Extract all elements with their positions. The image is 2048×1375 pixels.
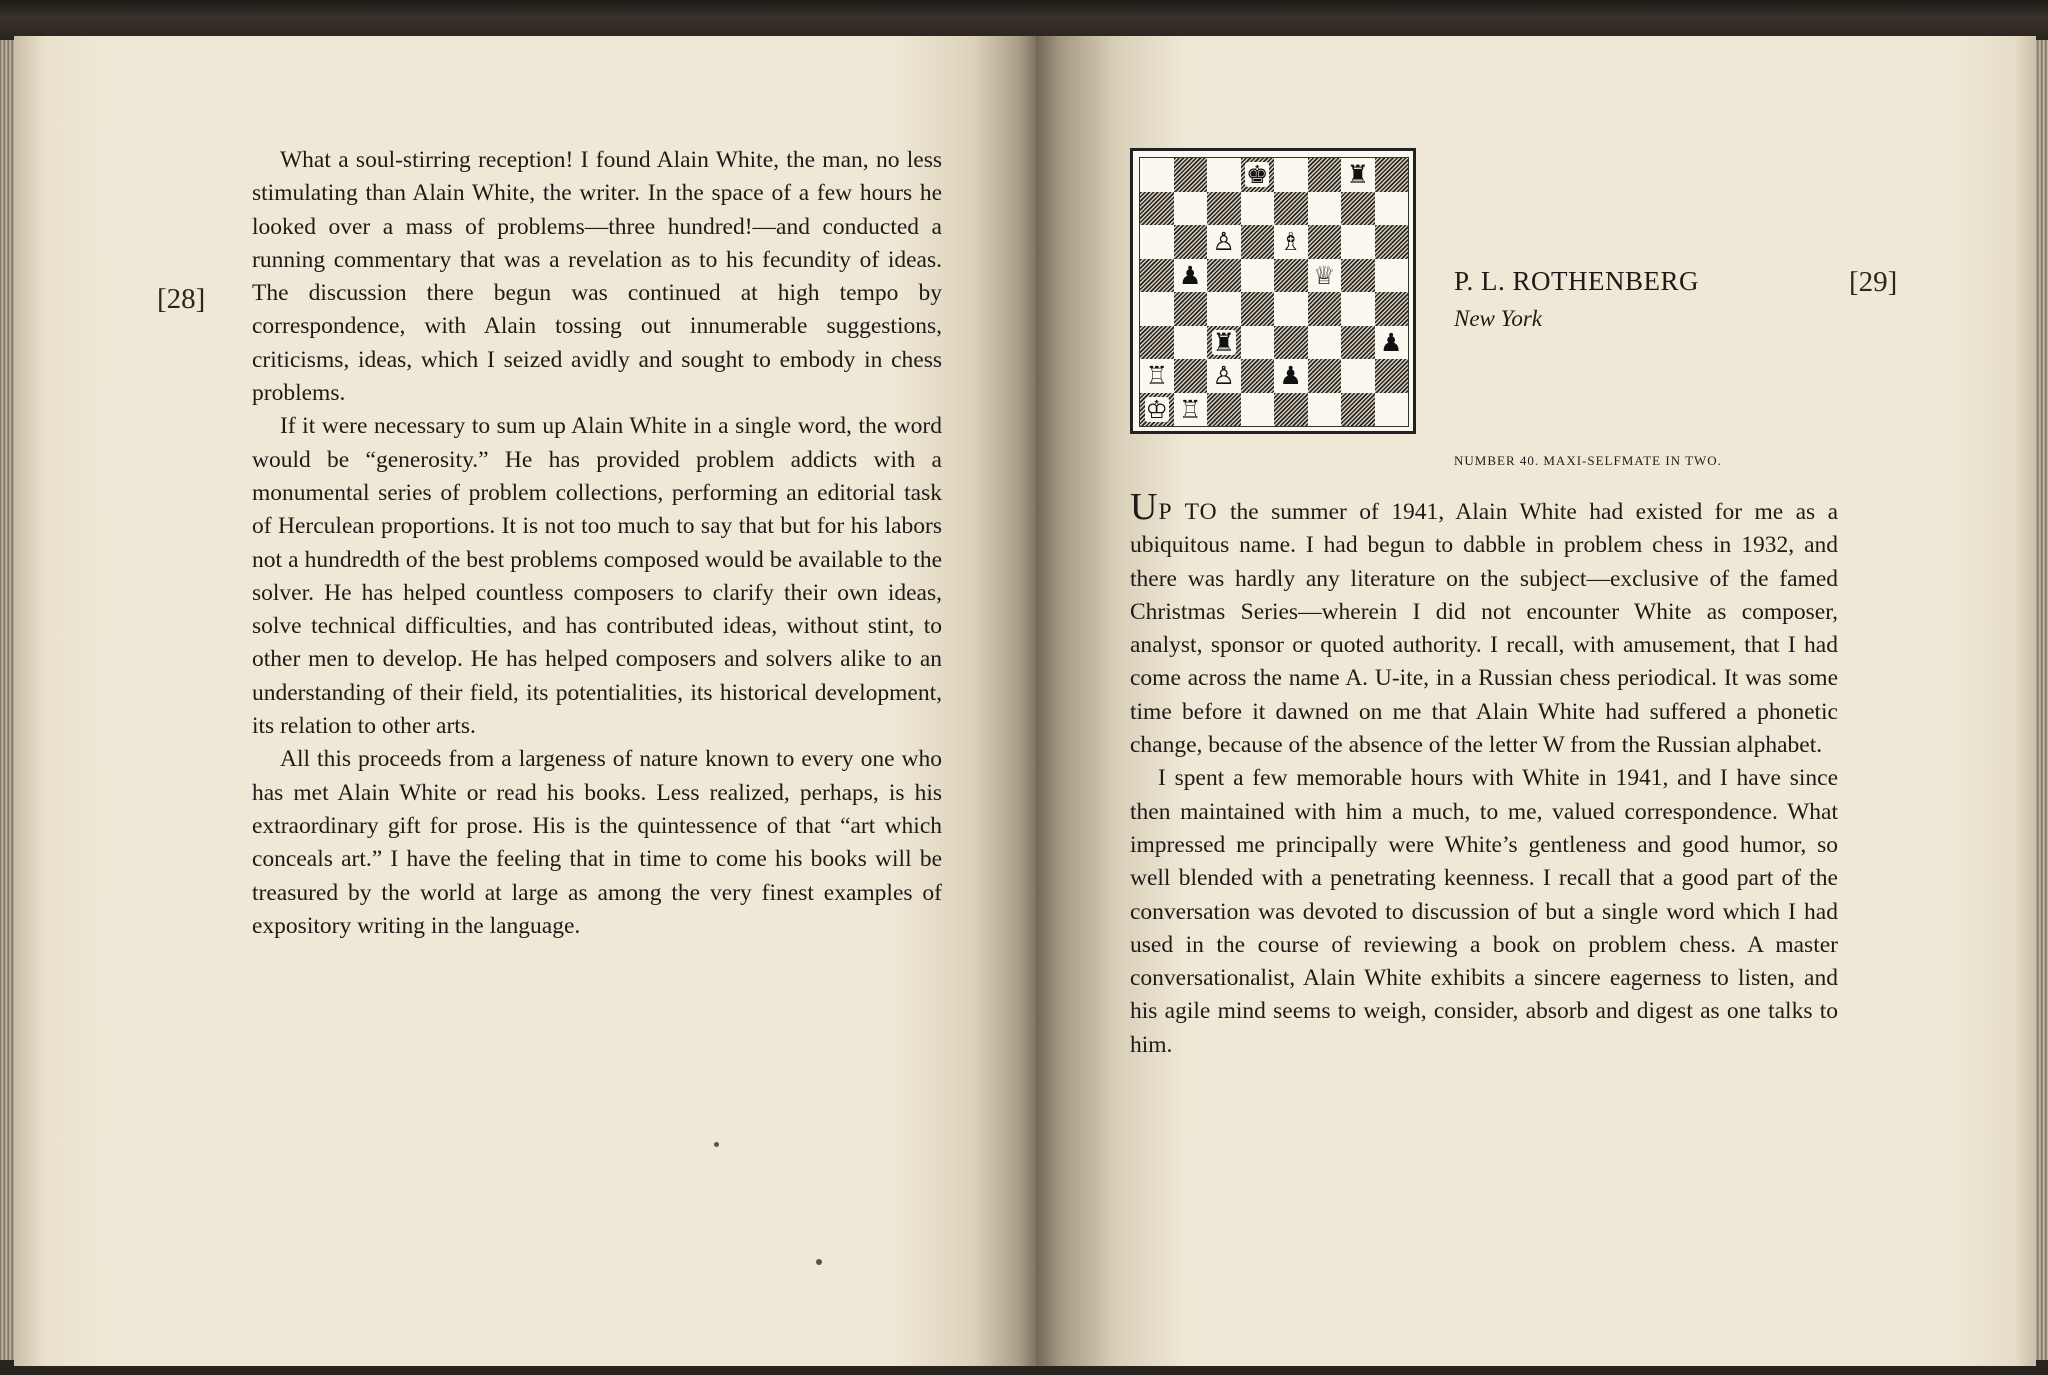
square-h2 xyxy=(1375,359,1409,393)
square-a7 xyxy=(1140,192,1174,226)
chess-diagram xyxy=(1130,148,1416,434)
square-c6 xyxy=(1207,225,1241,259)
square-e8 xyxy=(1274,158,1308,192)
square-h4 xyxy=(1375,292,1409,326)
square-b6 xyxy=(1174,225,1208,259)
white-bishop-icon: ♗ xyxy=(1279,227,1302,257)
square-d3 xyxy=(1241,326,1275,360)
black-rook-icon: ♜ xyxy=(1346,160,1369,190)
square-g7 xyxy=(1341,192,1375,226)
square-d8 xyxy=(1241,158,1275,192)
square-b4 xyxy=(1174,292,1208,326)
white-rook-icon: ♖ xyxy=(1145,361,1168,391)
square-a8 xyxy=(1140,158,1174,192)
square-e5 xyxy=(1274,259,1308,293)
square-b5 xyxy=(1174,259,1208,293)
square-e3 xyxy=(1274,326,1308,360)
square-f7 xyxy=(1308,192,1342,226)
right-page xyxy=(1036,36,2036,1366)
paragraph: I spent a few memorable hours with White in 1941, and I have since then maintained with him a much, to me, valued correspondence. What impressed me principally were White’s gentleness and good humor, so well blended with a penetrating keenness. I recall that a good part of the conversation was devoted to discussion of but a single word which I had used in the course of reviewing a book on problem chess. A master conversationalist, Alain White exhibits a sincere eagerness to listen, and his agile mind seems to weigh, consider, absorb and digest as one talks to him. xyxy=(1130,765,1838,1058)
black-pawn-icon: ♟ xyxy=(1279,361,1302,391)
square-e1 xyxy=(1274,393,1308,427)
square-a6 xyxy=(1140,225,1174,259)
square-c4 xyxy=(1207,292,1241,326)
square-a1 xyxy=(1140,393,1174,427)
square-e2 xyxy=(1274,359,1308,393)
composer-name: P. L. ROTHENBERG xyxy=(1454,266,1700,296)
square-h5 xyxy=(1375,259,1409,293)
chess-board-grid xyxy=(1139,157,1409,427)
square-d7 xyxy=(1241,192,1275,226)
square-b8 xyxy=(1174,158,1208,192)
paragraph xyxy=(1130,486,1838,762)
square-g4 xyxy=(1341,292,1375,326)
square-h8 xyxy=(1375,158,1409,192)
white-pawn-icon: ♙ xyxy=(1212,227,1235,257)
square-d4 xyxy=(1241,292,1275,326)
square-f3 xyxy=(1308,326,1342,360)
square-e7 xyxy=(1274,192,1308,226)
square-c8 xyxy=(1207,158,1241,192)
left-page xyxy=(14,36,1036,1366)
square-c1 xyxy=(1207,393,1241,427)
square-d5 xyxy=(1241,259,1275,293)
square-c2 xyxy=(1207,359,1241,393)
white-pawn-icon: ♙ xyxy=(1212,361,1235,391)
square-f6 xyxy=(1308,225,1342,259)
square-b7 xyxy=(1174,192,1208,226)
square-e4 xyxy=(1274,292,1308,326)
square-a3 xyxy=(1140,326,1174,360)
page-number-right: [29] xyxy=(1849,266,1898,298)
page-number-left: [28] xyxy=(157,283,206,315)
square-h7 xyxy=(1375,192,1409,226)
paper-speck xyxy=(816,1259,822,1265)
white-king-icon: ♔ xyxy=(1145,394,1168,424)
square-g2 xyxy=(1341,359,1375,393)
square-f4 xyxy=(1308,292,1342,326)
square-g8 xyxy=(1341,158,1375,192)
black-king-icon: ♚ xyxy=(1246,160,1269,190)
square-g6 xyxy=(1341,225,1375,259)
paper-speck xyxy=(714,1142,719,1147)
square-a2 xyxy=(1140,359,1174,393)
black-rook-icon: ♜ xyxy=(1212,327,1235,357)
square-g5 xyxy=(1341,259,1375,293)
square-g3 xyxy=(1341,326,1375,360)
square-a5 xyxy=(1140,259,1174,293)
square-d6 xyxy=(1241,225,1275,259)
left-body-text xyxy=(252,144,942,943)
square-h6 xyxy=(1375,225,1409,259)
square-h1 xyxy=(1375,393,1409,427)
square-b1 xyxy=(1174,393,1208,427)
square-c3 xyxy=(1207,326,1241,360)
paragraph-text: the summer of 1941, Alain White had existed for me as a ubiquitous name. I had begun to dabble in problem chess in 1932, and there was hardly any literature on the subject—exclusive of the famed Christmas Series—wherein I did not encounter White as composer, analyst, sponsor or quoted authority. I recall, with amusement, that I had come across the name A. U-ite, in a Russian chess periodical. It was some time before it dawned on me that Alain White had suffered a phonetic change, because of the absence of the letter W from the Russian alphabet. xyxy=(1130,499,1838,759)
problem-label: NUMBER 40. MAXI-SELFMATE IN TWO. xyxy=(1454,453,1722,468)
square-b2 xyxy=(1174,359,1208,393)
square-g1 xyxy=(1341,393,1375,427)
square-d1 xyxy=(1241,393,1275,427)
right-body-text xyxy=(1130,486,1838,1062)
square-c7 xyxy=(1207,192,1241,226)
square-e6 xyxy=(1274,225,1308,259)
black-pawn-icon: ♟ xyxy=(1179,260,1202,290)
square-h3 xyxy=(1375,326,1409,360)
square-a4 xyxy=(1140,292,1174,326)
square-f8 xyxy=(1308,158,1342,192)
square-f2 xyxy=(1308,359,1342,393)
square-f5 xyxy=(1308,259,1342,293)
composer-city: New York xyxy=(1454,306,1542,331)
paragraph: What a soul-stirring reception! I found Alain White, the man, no less stimulating than Alain White, the writer. In the space of a few hours he looked over a mass of problems—three hundred!—and conducted a running commentary that was a revelation as to his fecundity of ideas. The discussion there begun was continued at high tempo by correspondence, with Alain tossing out innumerable suggestions, criticisms, ideas, which I seized avidly and sought to embody in chess problems. xyxy=(252,147,942,407)
square-b3 xyxy=(1174,326,1208,360)
drop-cap: U xyxy=(1130,486,1159,528)
white-rook-icon: ♖ xyxy=(1179,394,1202,424)
paragraph: All this proceeds from a largeness of nature known to every one who has met Alain White or read his books. Less realized, perhaps, is his extraordinary gift for prose. His is the quintessence of that “art which conceals art.” I have the feeling that in time to come his books will be treasured by the world at large as among the very finest examples of expository writing in the language. xyxy=(252,746,942,939)
square-d2 xyxy=(1241,359,1275,393)
right-page-edges xyxy=(2034,40,2048,1360)
black-pawn-icon: ♟ xyxy=(1380,327,1403,357)
square-f1 xyxy=(1308,393,1342,427)
white-queen-icon: ♕ xyxy=(1313,260,1336,290)
small-caps-lead: P TO xyxy=(1158,499,1218,525)
paragraph: If it were necessary to sum up Alain White in a single word, the word would be “generosity.” He has provided problem addicts with a monumental series of problem collections, performing an editorial task of Herculean proportions. It is not too much to say that but for his labors not a hundredth of the best problems composed would be available to the solver. He has helped countless composers to clarify their own ideas, solve technical difficulties, and has contributed ideas, without stint, to other men to develop. He has helped composers and solvers alike to an understanding of their field, its potentialities, its historical development, its relation to other arts. xyxy=(252,413,942,740)
square-c5 xyxy=(1207,259,1241,293)
